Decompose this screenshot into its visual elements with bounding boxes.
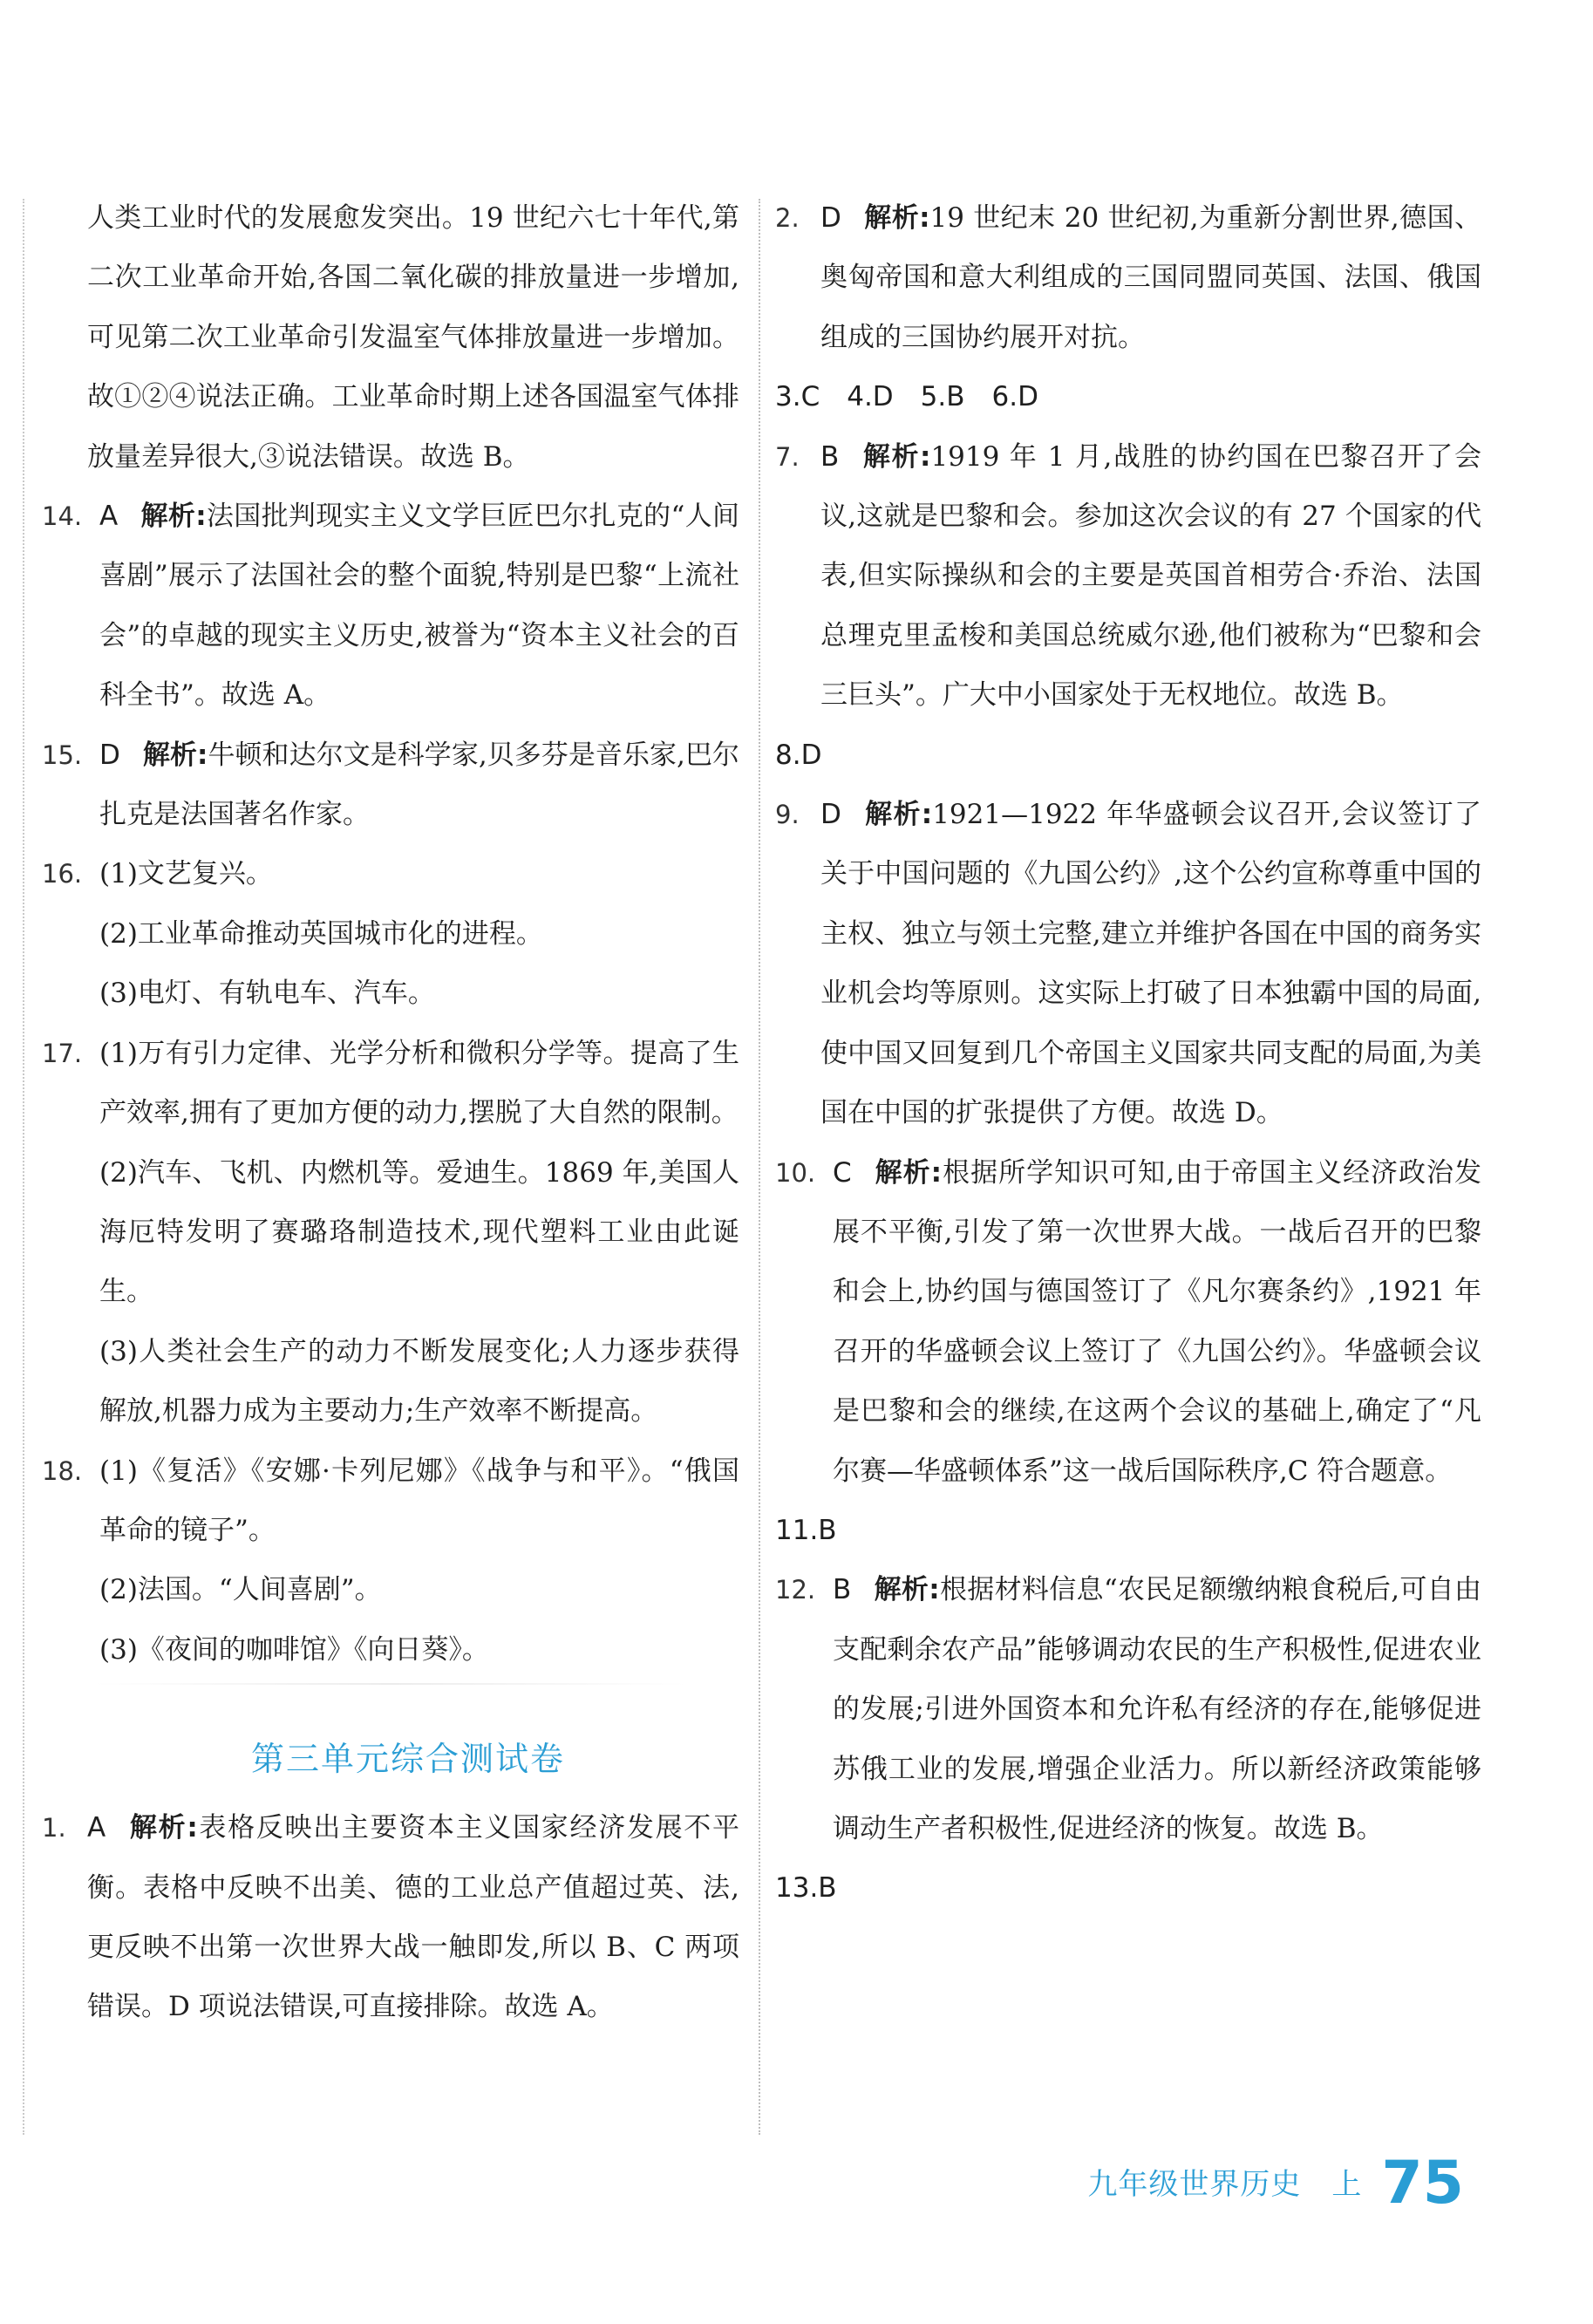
- answer-choice: D: [820, 799, 841, 831]
- answer-choice: B: [833, 1574, 852, 1606]
- analysis-label: 解析:: [863, 799, 933, 831]
- column-divider: [759, 199, 760, 2135]
- answer-item-14: [42, 487, 739, 726]
- answer-choice: A: [99, 501, 119, 533]
- item-number: 7.: [775, 441, 800, 472]
- item-number: 9.: [775, 800, 800, 830]
- answer-item-2: [775, 188, 1481, 367]
- analysis-label: 解析:: [140, 501, 207, 533]
- answer-choice: C: [833, 1156, 852, 1189]
- answer-item-12: [775, 1560, 1481, 1858]
- answer-item-7: [775, 427, 1481, 726]
- analysis-label: 解析:: [861, 440, 931, 473]
- item-number: 17.: [42, 1038, 83, 1068]
- left-column: [42, 188, 739, 2037]
- answer-item-16: [42, 844, 739, 903]
- heading-rule: [94, 1683, 687, 1685]
- item-number: 12.: [775, 1575, 816, 1605]
- answer-choice: A: [87, 1812, 106, 1844]
- item-line: (1)《复活》《安娜·卡列尼娜》《战争与和平》。“俄国革命的镜子”。: [99, 1455, 739, 1546]
- answer-item-17: [42, 1024, 739, 1143]
- item-line: (1)文艺复兴。: [99, 858, 273, 890]
- analysis-text: 根据材料信息“农民足额缴纳粮食税后,可自由支配剩余农产品”能够调动农民的生产积极性,促进农业的发展;引进外国资本和允许私有经济的存在,能够促进苏俄工业的发展,增强企业活力。所以新经济政策能够调动生产者积极性,促进经济的恢复。故选 B。: [833, 1574, 1481, 1844]
- analysis-text: 19 世纪末 20 世纪初,为重新分割世界,德国、奥匈帝国和意大利组成的三国同盟同英国、法国、俄国组成的三国协约展开对抗。: [820, 202, 1481, 353]
- page-footer: [1087, 2149, 1464, 2218]
- item-number: 15.: [42, 739, 83, 770]
- analysis-text: 1921—1922 年华盛顿会议召开,会议签订了关于中国问题的《九国公约》,这个公约宣称尊重中国的主权、独立与领土完整,建立并维护各国在中国的商务实业机会均等原则。这实际上打破了日本独霸中国的局面,使中国又回复到几个帝国主义国家共同支配的局面,为美国在中国的扩张提供了方便。故选 D。: [820, 799, 1481, 1129]
- analysis-label: 解析:: [863, 202, 930, 234]
- page-number: 75: [1381, 2149, 1464, 2218]
- section-heading: 第三单元综合测试卷: [250, 1740, 565, 1779]
- answer-item-11: 11.B: [775, 1514, 837, 1546]
- item-line: (3)电灯、有轨电车、汽车。: [99, 978, 435, 1010]
- answer-item-13: 13.B: [775, 1872, 837, 1905]
- q13-continuation: 人类工业时代的发展愈发突出。19 世纪六七十年代,第二次工业革命开始,各国二氧化碳的排放量进一步增加,可见第二次工业革命引发温室气体排放量进一步增加。故①②④说法正确。工业革命时期上述各国温室气体排放量差异很大,③说法错误。故选 B。: [87, 202, 739, 473]
- item-line: (2)工业革命推动英国城市化的进程。: [99, 917, 543, 950]
- answer-item-15: [42, 726, 739, 845]
- item-number: 2.: [775, 203, 800, 233]
- unit3-answer-item-1: [42, 1798, 739, 2037]
- analysis-label: 解析:: [874, 1156, 943, 1189]
- item-line: (1)万有引力定律、光学分析和微积分学等。提高了生产效率,拥有了更加方便的动力,摆脱了大自然的限制。: [99, 1037, 739, 1129]
- item-line: (3)人类社会生产的动力不断发展变化;人力逐步获得解放,机器力成为主要动力;生产效率不断提高。: [99, 1335, 739, 1428]
- answer-items-3-6: 3.C 4.D 5.B 6.D: [775, 381, 1038, 413]
- margin-line: [23, 199, 24, 2135]
- right-column: [775, 188, 1481, 1918]
- answer-choice: D: [820, 202, 841, 234]
- item-number: 10.: [775, 1157, 816, 1188]
- analysis-text: 法国批判现实主义文学巨匠巴尔扎克的“人间喜剧”展示了法国社会的整个面貌,特别是巴黎“上流社会”的卓越的现实主义历史,被誉为“资本主义社会的百科全书”。故选 A。: [99, 501, 739, 712]
- item-number: 1.: [42, 1813, 66, 1844]
- analysis-label: 解析:: [874, 1574, 940, 1606]
- answer-item-18: [42, 1441, 739, 1561]
- answer-item-10: [775, 1143, 1481, 1501]
- item-line: (2)法国。“人间喜剧”。: [99, 1574, 382, 1606]
- item-number: 18.: [42, 1455, 83, 1486]
- answer-item-8: 8.D: [775, 739, 822, 771]
- answer-choice: D: [99, 739, 120, 771]
- item-line: (2)汽车、飞机、内燃机等。爱迪生。1869 年,美国人海厄特发明了赛璐珞制造技术,现代塑料工业由此诞生。: [99, 1156, 739, 1308]
- analysis-text: 1919 年 1 月,战胜的协约国在巴黎召开了会议,这就是巴黎和会。参加这次会议的有 27 个国家的代表,但实际操纵和会的主要是英国首相劳合·乔治、法国总理克里孟梭和美国总统威尔逊,他们被称为“巴黎和会三巨头”。广大中小国家处于无权地位。故选 B。: [820, 440, 1481, 712]
- item-number: 16.: [42, 859, 83, 889]
- item-number: 14.: [42, 501, 83, 532]
- answer-item-9: [775, 785, 1481, 1142]
- analysis-text: 表格反映出主要资本主义国家经济发展不平衡。表格中反映不出美、德的工业总产值超过英、法,更反映不出第一次世界大战一触即发,所以 B、C 两项错误。D 项说法错误,可直接排除。故选 A。: [87, 1812, 739, 2023]
- analysis-label: 解析:: [128, 1812, 198, 1844]
- item-line: (3)《夜间的咖啡馆》《向日葵》。: [99, 1633, 489, 1666]
- analysis-text: 牛顿和达尔文是科学家,贝多芬是音乐家,巴尔扎克是法国著名作家。: [99, 739, 739, 831]
- analysis-label: 解析:: [142, 739, 208, 771]
- answer-choice: B: [820, 440, 840, 473]
- book-title: 九年级世界历史 上: [1087, 2167, 1363, 2202]
- analysis-text: 根据所学知识可知,由于帝国主义经济政治发展不平衡,引发了第一次世界大战。一战后召开的巴黎和会上,协约国与德国签订了《凡尔赛条约》,1921 年召开的华盛顿会议上签订了《九国公约》。华盛顿会议是巴黎和会的继续,在这两个会议的基础上,确定了“凡尔赛—华盛顿体系”这一战后国际秩序,C 符合题意。: [833, 1156, 1481, 1487]
